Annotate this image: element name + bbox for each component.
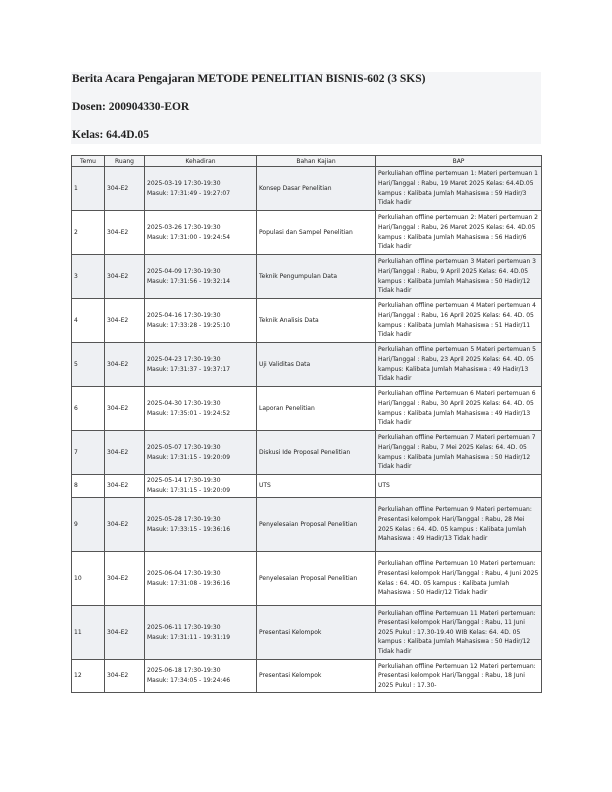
class-label: Kelas: 64.4D.05 [72,129,149,141]
cell-temu: 7 [72,431,105,475]
cell-bap: Perkuliahan offline pertemuan 2: Materi pertemuan 2 Hari/Tanggal : Rabu, 26 Maret 2025 Kelas: 64. 4D.05 kampus : Kalibata Jumlah Mahasiswa : 56 Hadir/6 Tidak hadir [376,211,542,255]
cell-ruang: 304-E2 [105,552,145,606]
cell-ruang: 304-E2 [105,299,145,343]
cell-kehadiran [145,475,257,498]
cell-bap: Perkuliahan offline Pertemuan 9 Materi pertemuan: Presentasi kelompok Hari/Tanggal : Rabu, 28 Mei 2025 Kelas : 64. 4D. 05 kampus : Kalibata Jumlah Mahasiswa : 49 Hadir/13 Tidak hadir [376,498,542,552]
cell-ruang: 304-E2 [105,255,145,299]
cell-bap: Perkuliahan offline pertemuan 3 Materi pertemuan 3 Hari/Tanggal : Rabu, 9 April 2025 Kelas: 64. 4D.05 kampus : Kalibata Jumlah Mahasiswa : 50 Hadir/12 Tidak hadir [376,255,542,299]
document-header [71,72,541,144]
cell-bap: Perkuliahan offline pertemuan 1: Materi pertemuan 1 Hari/Tanggal : Rabu, 19 Maret 2025 Kelas: 64.4D.05 kampus : Kalibata Jumlah Mahasiswa : 59 Hadir/3 Tidak hadir [376,167,542,211]
table-row [72,211,542,255]
cell-bahan-kajian: Diskusi Ide Proposal Penelitian [257,431,376,475]
cell-temu: 6 [72,387,105,431]
cell-ruang: 304-E2 [105,167,145,211]
table-row [72,167,542,211]
col-header-bap: BAP [376,156,542,167]
cell-ruang: 304-E2 [105,387,145,431]
kehadiran-masuk: Masuk: 17:31:15 - 19:20:09 [147,453,231,461]
cell-temu: 3 [72,255,105,299]
kehadiran-masuk: Masuk: 17:33:15 - 19:36:16 [147,525,231,533]
cell-bahan-kajian: Uji Validitas Data [257,343,376,387]
cell-kehadiran [145,431,257,475]
cell-bahan-kajian: Teknik Pengumpulan Data [257,255,376,299]
cell-bap: Perkuliahan offline Pertemuan 12 Materi pertemuan: Presentasi kelompok Hari/Tanggal : Rabu, 18 Juni 2025 Pukul : 17.30- [376,660,542,693]
kehadiran-jadwal: 2025-04-30 17:30-19:30 [147,399,221,407]
kehadiran-jadwal: 2025-06-18 17:30-19:30 [147,667,221,675]
cell-ruang: 304-E2 [105,660,145,693]
col-header-ruang: Ruang [105,156,145,167]
cell-bap: Perkuliahan offline Pertemuan 11 Materi pertemuan: Presentasi kelompok Hari/Tanggal : Rabu, 11 Juni 2025 Pukul : 17.30-19.40 WIB Kelas: 64. 4D. 05 kampus : Kalibata Jumlah Mahasiswa : 50 Hadir/12 Tidak hadir [376,606,542,660]
cell-temu: 5 [72,343,105,387]
cell-kehadiran [145,498,257,552]
kehadiran-masuk: Masuk: 17:31:49 - 19:27:07 [147,189,231,197]
cell-bap: Perkuliahan offline pertemuan 5 Materi pertemuan 5 Hari/Tanggal : Rabu, 23 April 2025 Kelas: 64. 4D. 05 kampus: Kalibata Jumlah Mahasiswa : 49 Hadir/13 Tidak hadir [376,343,542,387]
cell-bahan-kajian: Populasi dan Sampel Penelitian [257,211,376,255]
kehadiran-masuk: Masuk: 17:33:28 - 19:25:10 [147,321,231,329]
kehadiran-masuk: Masuk: 17:35:01 - 19:24:52 [147,409,231,417]
cell-bahan-kajian: UTS [257,475,376,498]
cell-kehadiran [145,299,257,343]
cell-temu: 10 [72,552,105,606]
cell-temu: 8 [72,475,105,498]
attendance-table [71,155,542,693]
cell-kehadiran [145,552,257,606]
kehadiran-jadwal: 2025-03-19 17:30-19:30 [147,179,221,187]
cell-bahan-kajian: Penyelesaian Proposal Penelitian [257,552,376,606]
table-row [72,475,542,498]
kehadiran-jadwal: 2025-06-04 17:30-19:30 [147,569,221,577]
cell-bahan-kajian: Laporan Penelitian [257,387,376,431]
cell-kehadiran [145,343,257,387]
table-row [72,299,542,343]
cell-temu: 12 [72,660,105,693]
table-header-row [72,156,542,167]
document-title: Berita Acara Pengajaran METODE PENELITIAN BISNIS-602 (3 SKS) [72,73,426,85]
table-row [72,343,542,387]
cell-bap: Perkuliahan offline Pertemuan 7 Materi pertemuan 7 Hari/Tanggal : Rabu, 7 Mei 2025 Kelas: 64. 4D. 05 kampus : Kalibata Jumlah Mahasiswa : 50 Hadir/12 Tidak hadir [376,431,542,475]
kehadiran-jadwal: 2025-05-14 17:30-19:30 [147,477,221,485]
table-row [72,431,542,475]
col-header-kehadiran: Kehadiran [145,156,257,167]
kehadiran-jadwal: 2025-04-16 17:30-19:30 [147,311,221,319]
cell-bahan-kajian: Penyelesaian Proposal Penelitian [257,498,376,552]
kehadiran-masuk: Masuk: 17:31:37 - 19:37:17 [147,365,231,373]
cell-ruang: 304-E2 [105,211,145,255]
table-row [72,498,542,552]
kehadiran-jadwal: 2025-05-07 17:30-19:30 [147,443,221,451]
kehadiran-masuk: Masuk: 17:31:11 - 19:31:19 [147,633,231,641]
cell-bahan-kajian: Presentasi Kelompok [257,660,376,693]
cell-temu: 4 [72,299,105,343]
cell-kehadiran [145,167,257,211]
cell-bahan-kajian: Teknik Analisis Data [257,299,376,343]
kehadiran-jadwal: 2025-04-23 17:30-19:30 [147,355,221,363]
cell-bap: Perkuliahan offline Pertemuan 10 Materi pertemuan: Presentasi kelompok Hari/Tanggal : Rabu, 4 Juni 2025 Kelas : 64. 4D. 05 kampus : Kalibata Jumlah Mahasiswa : 50 Hadir/12 Tidak hadir [376,552,542,606]
cell-bap: UTS [376,475,542,498]
col-header-bahan-kajian: Bahan Kajian [257,156,376,167]
kehadiran-masuk: Masuk: 17:31:00 - 19:24:54 [147,233,231,241]
cell-kehadiran [145,606,257,660]
cell-temu: 9 [72,498,105,552]
table-row [72,552,542,606]
lecturer-label: Dosen: 200904330-EOR [72,101,190,113]
table-row [72,660,542,693]
cell-kehadiran [145,255,257,299]
cell-kehadiran [145,660,257,693]
cell-kehadiran [145,387,257,431]
table-row [72,387,542,431]
cell-temu: 11 [72,606,105,660]
kehadiran-masuk: Masuk: 17:34:05 - 19:24:46 [147,677,231,684]
cell-bap: Perkuliahan offline Pertemuan 6 Materi pertemuan 6 Hari/Tanggal : Rabu, 30 April 2025 Kelas: 64. 4D. 05 kampus : Kalibata Jumlah Mahasiswa : 49 Hadir/13 Tidak hadir [376,387,542,431]
cell-ruang: 304-E2 [105,475,145,498]
col-header-temu: Temu [72,156,105,167]
kehadiran-masuk: Masuk: 17:31:08 - 19:36:16 [147,579,231,587]
table-row [72,255,542,299]
cell-bahan-kajian: Konsep Dasar Penelitian [257,167,376,211]
kehadiran-jadwal: 2025-04-09 17:30-19:30 [147,267,221,275]
cell-temu: 1 [72,167,105,211]
table-row [72,606,542,660]
cell-ruang: 304-E2 [105,498,145,552]
cell-bap: Perkuliahan offline pertemuan 4 Materi pertemuan 4 Hari/Tanggal : Rabu, 16 April 2025 Kelas: 64. 4D. 05 kampus : Kalibata Jumlah Mahasiswa : 51 Hadir/11 Tidak hadir [376,299,542,343]
cell-ruang: 304-E2 [105,606,145,660]
kehadiran-masuk: Masuk: 17:31:15 - 19:20:09 [147,487,231,494]
kehadiran-masuk: Masuk: 17:31:56 - 19:32:14 [147,277,231,285]
cell-ruang: 304-E2 [105,431,145,475]
kehadiran-jadwal: 2025-03-26 17:30-19:30 [147,223,221,231]
cell-bahan-kajian: Presentasi Kelompok [257,606,376,660]
kehadiran-jadwal: 2025-05-28 17:30-19:30 [147,515,221,523]
cell-temu: 2 [72,211,105,255]
cell-ruang: 304-E2 [105,343,145,387]
cell-kehadiran [145,211,257,255]
kehadiran-jadwal: 2025-06-11 17:30-19:30 [147,623,221,631]
